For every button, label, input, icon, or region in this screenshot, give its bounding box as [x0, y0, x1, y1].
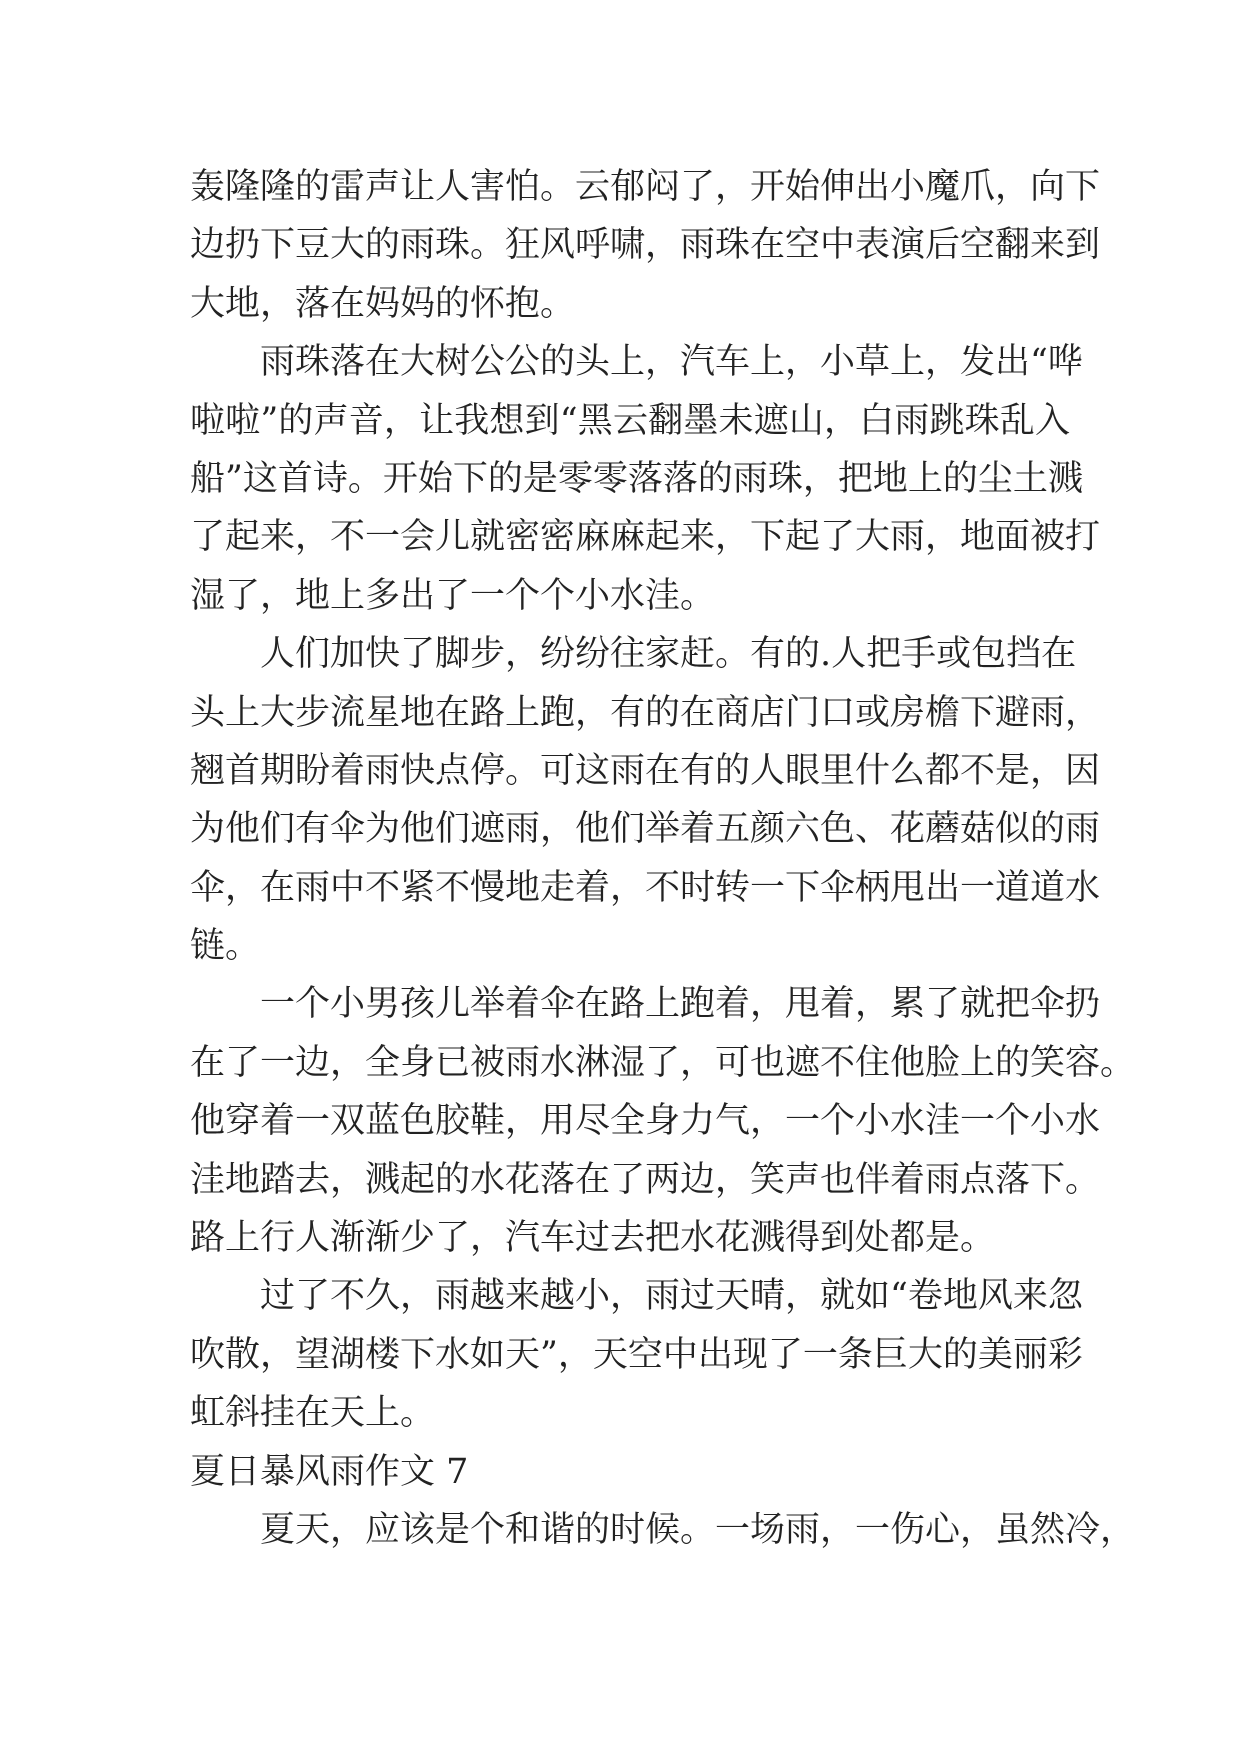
text-line: 链。	[190, 926, 261, 967]
text-line: 头上大步流星地在路上跑，有的在商店门口或房檐下避雨，	[190, 692, 1101, 733]
paragraph-6	[190, 1501, 1136, 1559]
text-line: 洼地踏去，溅起的水花落在了两边，笑声也伴着雨点落下。	[190, 1159, 1101, 1200]
text-line: 夏天，应该是个和谐的时候。一场雨，一伤心，虽然冷，	[260, 1509, 1136, 1550]
text-line: 路上行人渐渐少了，汽车过去把水花溅得到处都是。	[190, 1218, 996, 1259]
text-line: 湿了，地上多出了一个个小水洼。	[190, 575, 716, 616]
text-line: 伞，在雨中不紧不慢地走着，不时转一下伞柄甩出一道道水	[190, 867, 1101, 908]
paragraph-3	[190, 625, 1101, 975]
text-line: 大地，落在妈妈的怀抱。	[190, 283, 576, 324]
text-line: 他穿着一双蓝色胶鞋，用尽全身力气，一个小水洼一个小水	[190, 1101, 1101, 1142]
document-body	[190, 158, 1136, 1559]
text-line: 了起来，不一会儿就密密麻麻起来，下起了大雨，地面被打	[190, 517, 1101, 558]
text-line: 轰隆隆的雷声让人害怕。云郁闷了，开始伸出小魔爪，向下	[190, 167, 1101, 207]
text-line: 吹散，望湖楼下水如天”，天空中出现了一条巨大的美丽彩	[190, 1334, 1083, 1375]
section-heading: 夏日暴风雨作文 7	[190, 1451, 469, 1492]
text-line: 啦啦”的声音，让我想到“黑云翻墨未遮山，白雨跳珠乱入	[190, 400, 1070, 441]
paragraph-4	[190, 975, 1136, 1267]
text-line: 人们加快了脚步，纷纷往家赶。有的.人把手或包挡在	[260, 634, 1077, 675]
text-line: 一个小男孩儿举着伞在路上跑着，甩着，累了就把伞扔	[260, 984, 1101, 1025]
paragraph-1	[190, 158, 1101, 333]
text-line: 为他们有伞为他们遮雨，他们举着五颜六色、花蘑菇似的雨	[190, 809, 1101, 850]
text-line: 船”这首诗。开始下的是零零落落的雨珠，把地上的尘土溅	[190, 458, 1083, 499]
paragraph-5	[190, 1267, 1083, 1442]
text-line: 边扔下豆大的雨珠。狂风呼啸，雨珠在空中表演后空翻来到	[190, 225, 1101, 266]
text-line: 过了不久，雨越来越小，雨过天晴，就如“卷地风来忽	[260, 1276, 1083, 1317]
text-line: 翘首期盼着雨快点停。可这雨在有的人眼里什么都不是，因	[190, 750, 1101, 791]
text-line: 在了一边，全身已被雨水淋湿了，可也遮不住他脸上的笑容。	[190, 1042, 1136, 1083]
text-line: 虹斜挂在天上。	[190, 1393, 436, 1434]
text-line: 雨珠落在大树公公的头上，汽车上，小草上，发出“哗	[260, 342, 1083, 383]
paragraph-2	[190, 333, 1101, 625]
